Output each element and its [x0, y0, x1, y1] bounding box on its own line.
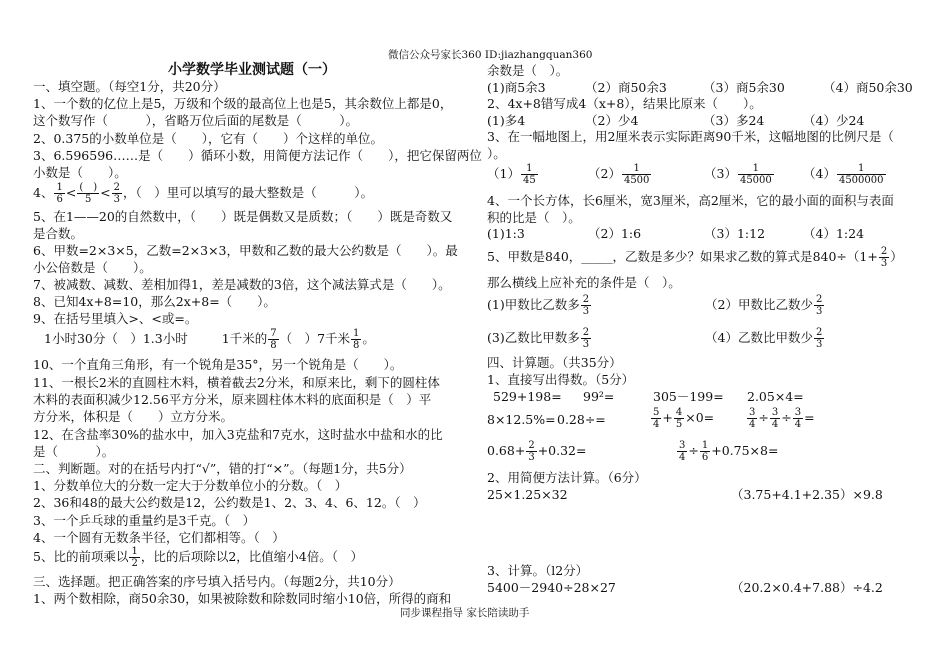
calc-1i: 0.68+ $\frac{2}{3}$ +0.32=	[487, 440, 587, 463]
q6-line1: 6、甲数=2×3×5，乙数=2×3×3，甲数和乙数的最大公约数是（ ）。最	[33, 243, 458, 258]
calc-3-heading: 3、计算。（l2分）	[487, 563, 589, 578]
choice-5-opt4: （4）乙数比甲数少 $\frac{2}{3}$	[705, 327, 823, 350]
calc-1j: $\frac{3}{4}$ ÷ $\frac{1}{6}$ +0.75×8=	[679, 440, 779, 463]
q8: 8、已知4x+8=10，那么2x+8=（ ）。	[33, 294, 276, 309]
q1-line1: 1、一个数的亿位上是5，万级和个级的最高位上也是5，其余数位上都是0，	[33, 96, 453, 111]
calc-1h: $\frac{3}{4}$ ÷ $\frac{3}{4}$ ÷ $\frac{3}{4}$ =	[749, 407, 815, 430]
choice-1: 1、两个数相除，商50余30，如果被除数和除数同时缩小10倍，所得的商和	[33, 591, 452, 606]
choice-4-line1: 4、一个长方体，长6厘米，宽3厘米，高2厘米，它的最小面的面积与表面	[487, 193, 894, 208]
calc-1b: 99²=	[583, 389, 615, 404]
choice-5-opt1: (1)甲数比乙数多 $\frac{2}{3}$	[487, 294, 590, 317]
choice-2: 2、4x+8错写成4（x+8），结果比原来（ ）。	[487, 96, 762, 111]
choice-1-opt4: （4）商50余30	[823, 80, 913, 95]
choice-1-opt3: （3）商5余30	[703, 80, 785, 95]
calc-1g: $\frac{5}{4}$ + $\frac{4}{5}$ ×0=	[653, 407, 715, 430]
q1-line2: 这个数写作（ ），省略万位后面的尾数是（ ）。	[33, 113, 359, 128]
choice-3-opt3: （3） $\frac{1}{45000}$	[704, 163, 772, 186]
q9-items: 1小时30分（ ）1.3小时 1千米的 $\frac{7}{8}$ （ ）7千米 $\frac{1}{8}$ 。	[44, 328, 375, 351]
calc-3b: （20.2×0.4+7.88）÷4.2	[731, 580, 883, 595]
q11-line1: 11、一根长2米的直圆柱木料，横着截去2分米，和原来比，剩下的圆柱体	[33, 375, 440, 390]
choice-5-line2: 那么横线上应补充的条件是（ ）。	[487, 275, 681, 290]
choice-3-opt2: （2） $\frac{1}{4500}$	[588, 163, 650, 186]
choice-4-opt2: （2）1:6	[588, 226, 642, 241]
calc-2b: （3.75+4.1+2.35）×9.8	[731, 487, 883, 502]
q3-line2: 小数是（ ）。	[33, 165, 127, 180]
calc-1f: 0.28÷=	[557, 412, 606, 427]
choice-5-opt2: （2）甲数比乙数少 $\frac{2}{3}$	[705, 294, 823, 317]
choice-4-opt3: （3）1:12	[704, 226, 766, 241]
footer: 同步课程指导 家长陪读助手	[400, 607, 530, 619]
q10: 10、一个直角三角形，有一个锐角是35°，另一个锐角是（ ）。	[33, 357, 403, 372]
section-fill-in: 一、填空题。（每空1分，共20分）	[33, 79, 226, 94]
choice-4-line2: 积的比是（ ）。	[487, 210, 581, 225]
judge-3: 3、一个乒乓球的重量约是3千克。（ ）	[33, 513, 256, 528]
q5-line2: 是合数。	[33, 226, 84, 241]
choice-4-opt1: (1)1:3	[487, 226, 525, 241]
choice-2-opt3: （3）多24	[703, 113, 765, 128]
q11-line2: 木料的表面积减少12.56平方分米，原来圆柱体木料的底面积是（ ）平	[33, 392, 432, 407]
choice-2-opt2: （2）少4	[585, 113, 639, 128]
choice-2-opt4: （4）少24	[803, 113, 865, 128]
choice-4-opt4: （4）1:24	[803, 226, 865, 241]
choice-3-opt1: （1） $\frac{1}{45}$	[487, 163, 536, 186]
section-choice: 三、选择题。把正确答案的序号填入括号内。（每题2分，共10分）	[33, 574, 401, 589]
judge-5: 5、比的前项乘以 $\frac{1}{2}$ ，比的后项除以2，比值缩小4倍。（ ）	[33, 546, 364, 569]
choice-3-line1: 3、在一幅地图上，用2厘米表示实际距离90千米，这幅地图的比例尺是（	[487, 129, 894, 144]
q12-line2: 是（ ）。	[33, 444, 115, 459]
calc-1c: 305－199=	[653, 389, 724, 404]
section-calc: 四、计算题。（共35分）	[487, 355, 622, 370]
q12-line1: 12、在含盐率30%的盐水中，加入3克盐和7克水，这时盐水中盐和水的比	[33, 427, 443, 442]
choice-3-line2: ）。	[487, 146, 506, 161]
choice-1-cont: 余数是（ ）。	[487, 63, 569, 78]
judge-1: 1、分数单位大的分数一定大于分数单位小的分数。（ ）	[33, 478, 348, 493]
q5-line1: 5、在1——20的自然数中，（ ）既是偶数又是质数；（ ）既是奇数又	[33, 209, 453, 224]
q3-line1: 3、6.596596……是（ ）循环小数，用简便方法记作（ ），把它保留两位	[33, 148, 482, 163]
judge-2: 2、36和48的最大公约数是12，公约数是1、2、3、4、6、12。（ ）	[33, 495, 426, 510]
q2: 2、0.375的小数单位是（ ），它有（ ）个这样的单位。	[33, 131, 383, 146]
page-title: 小学数学毕业测试题（一）	[168, 62, 336, 78]
q6-line2: 小公倍数是（ ）。	[33, 260, 152, 275]
calc-2a: 25×1.25×32	[487, 487, 568, 502]
calc-1e: 8×12.5%=	[487, 412, 556, 427]
choice-1-opt1: (1)商5余3	[487, 80, 546, 95]
calc-1a: 529+198=	[493, 389, 562, 404]
watermark: 微信公众号家长360 ID:jiazhangquan360	[388, 49, 593, 61]
judge-4: 4、一个圆有无数条半径，它们都相等。（ ）	[33, 530, 285, 545]
section-judge: 二、判断题。对的在括号内打“√”，错的打“×”。（每题1分，共5分）	[33, 461, 412, 476]
q11-line3: 方分米，体积是（ ）立方分米。	[33, 409, 234, 424]
choice-1-opt2: （2）商50余3	[585, 80, 667, 95]
calc-1d: 2.05×4=	[747, 389, 804, 404]
calc-2-heading: 2、用简便方法计算。（6分）	[487, 470, 647, 485]
q9: 9、在括号里填入>、<或=。	[33, 311, 198, 326]
choice-3-opt4: （4） $\frac{1}{4500000}$	[803, 163, 884, 186]
calc-3a: 5400－2940÷28×27	[487, 580, 616, 595]
q7: 7、被减数、减数、差相加得1，差是减数的3倍，这个减法算式是（ ）。	[33, 277, 451, 292]
choice-5-line1: 5、甲数是840，_____，乙数是多少？如果求乙数的算式是840÷（1+ $\frac{2}{3}$ ）	[487, 246, 903, 269]
calc-1-heading: 1、直接写出得数。（5分）	[487, 372, 635, 387]
q4: 4、 $\frac{1}{6}$ < $\frac{( )}{5}$ < $\frac{2}{3}$ ，（ ）里可以填写的最大整数是（ ）。	[33, 182, 373, 205]
choice-2-opt1: (1)多4	[487, 113, 526, 128]
choice-5-opt3: (3)乙数比甲数多 $\frac{2}{3}$	[487, 327, 590, 350]
